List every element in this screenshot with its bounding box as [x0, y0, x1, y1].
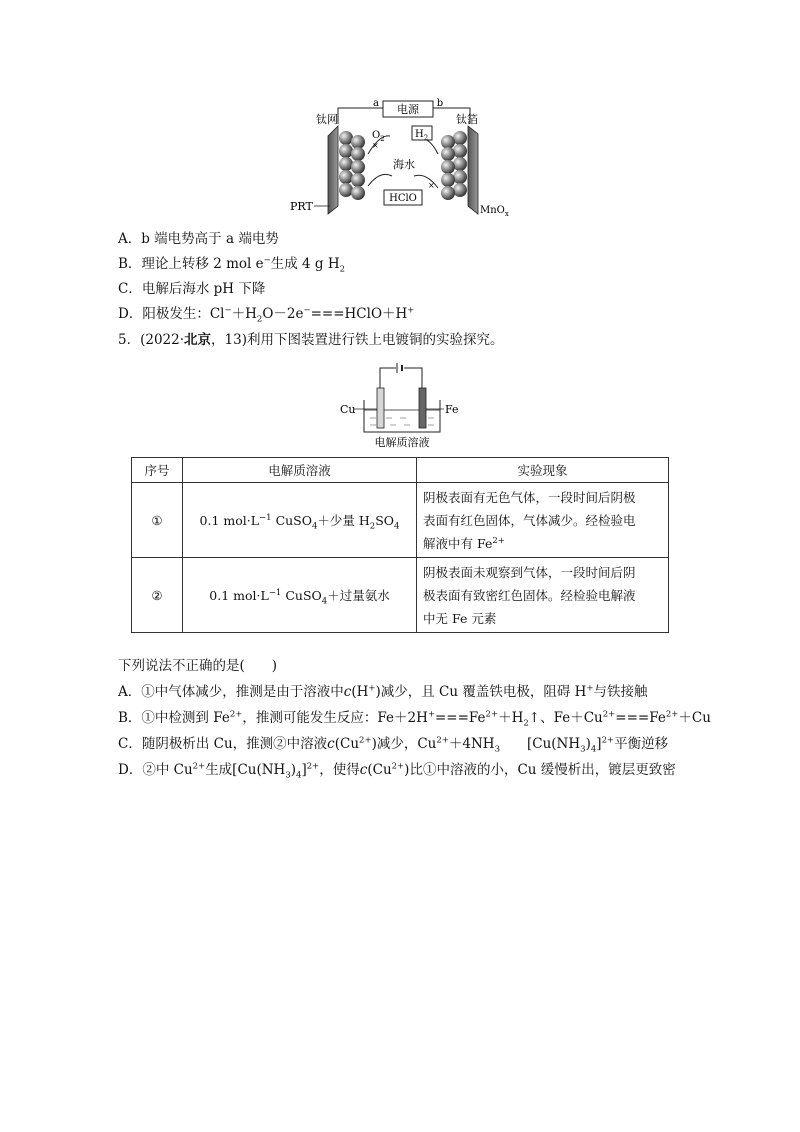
- q5-option-c: C．随阴极析出 Cu，推测②中溶液$c(Cu^{2+})$减少，$Cu^{2+}+4NH_3$ $[Cu(NH_3)_4]^{2+}$平衡逆移: [118, 735, 669, 755]
- row2-number: ②: [132, 558, 183, 633]
- row2-solution: 0.1 $mol\cdot L^{-1}$ CuSO$_4$＋过量氨水: [183, 558, 417, 633]
- q5-stem: 5．(2022·北京，13)利用下图装置进行铁上电镀铜的实验探究。: [118, 332, 504, 348]
- header-number: 序号: [132, 458, 183, 483]
- header-solution: 电解质溶液: [183, 458, 417, 483]
- right-electrode-plate: [468, 126, 478, 214]
- q5-option-b: B．①中检测到 $Fe^{2+}$，推测可能发生反应：$Fe+2H^+===Fe^{2+}+H_2↑$、$Fe+Cu^{2+}===Fe^{2+}+Cu$: [118, 709, 711, 729]
- left-electrode-spheres: [339, 131, 365, 200]
- q4-option-d: D．阳极发生：$Cl^-+H_2O-2e^-===HClO+H^+$: [118, 305, 415, 325]
- table-row: [132, 483, 669, 558]
- beaker: [364, 400, 440, 432]
- cu-label: Cu: [340, 403, 356, 416]
- experiment-table: [131, 457, 669, 633]
- q4-option-b: B．理论上转移 2 mol e−生成 4 g $H_2$: [118, 255, 346, 275]
- titanium-mesh-label: 钛网: [316, 113, 338, 126]
- o2-label: $O_2$: [372, 130, 385, 143]
- fe-electrode: [419, 388, 426, 428]
- hclo-label: HClO: [389, 193, 417, 204]
- q4-option-a: A．b 端电势高于 a 端电势: [118, 231, 279, 247]
- seawater-label: 海水: [393, 158, 415, 171]
- row1-number: ①: [132, 483, 183, 558]
- table-row: [132, 558, 669, 633]
- prt-label: PRT: [290, 200, 313, 213]
- titanium-foil-label: 钛箔: [456, 113, 478, 126]
- row1-solution: 0.1 $mol\cdot L^{-1}$ CuSO$_4$＋少量 $H_2SO_4$: [183, 483, 417, 558]
- terminal-a: a: [373, 98, 379, 109]
- left-electrode-plate: [328, 126, 338, 214]
- fe-label: Fe: [445, 403, 459, 416]
- q5-prompt: 下列说法不正确的是( ): [118, 658, 278, 674]
- table-header-row: [132, 458, 669, 483]
- svg-text:×: ×: [428, 181, 435, 190]
- svg-text:×: ×: [372, 141, 379, 150]
- electroplating-diagram: [340, 360, 465, 452]
- row1-phenomenon: 阴极表面有无色气体，一段时间后阴极 表面有红色固体，气体减少。经检验电 解液中有 $Fe^{2+}$: [417, 483, 669, 558]
- power-source-label: 电源: [397, 103, 419, 116]
- svg-text:H2: $H_2$: [415, 129, 429, 142]
- q4-option-c: C．电解后海水 pH 下降: [118, 281, 266, 297]
- header-phenomenon: 实验现象: [417, 458, 669, 483]
- q5-option-a: A．①中气体减少，推测是由于溶液中c(H+)减少，且 Cu 覆盖铁电极，阻碍 H+与铁接触: [118, 683, 648, 700]
- row2-phenomenon: 阴极表面未观察到气体，一段时间后阴 极表面有致密红色固体。经检验电解液 中无 Fe 元素: [417, 558, 669, 633]
- electrolyte-caption: 电解质溶液: [374, 436, 430, 449]
- terminal-b: b: [436, 98, 444, 109]
- q5-option-d: D．②中 $Cu^{2+}$生成$[Cu(NH_3)_4]^{2+}$，使得$c(Cu^{2+})$比①中溶液的小，Cu 缓慢析出，镀层更致密: [118, 761, 676, 781]
- mnox-label: MnO$_x$: [480, 205, 509, 218]
- right-electrode-spheres: [441, 131, 467, 200]
- electrolysis-diagram: [288, 96, 528, 218]
- cu-electrode: [377, 388, 384, 428]
